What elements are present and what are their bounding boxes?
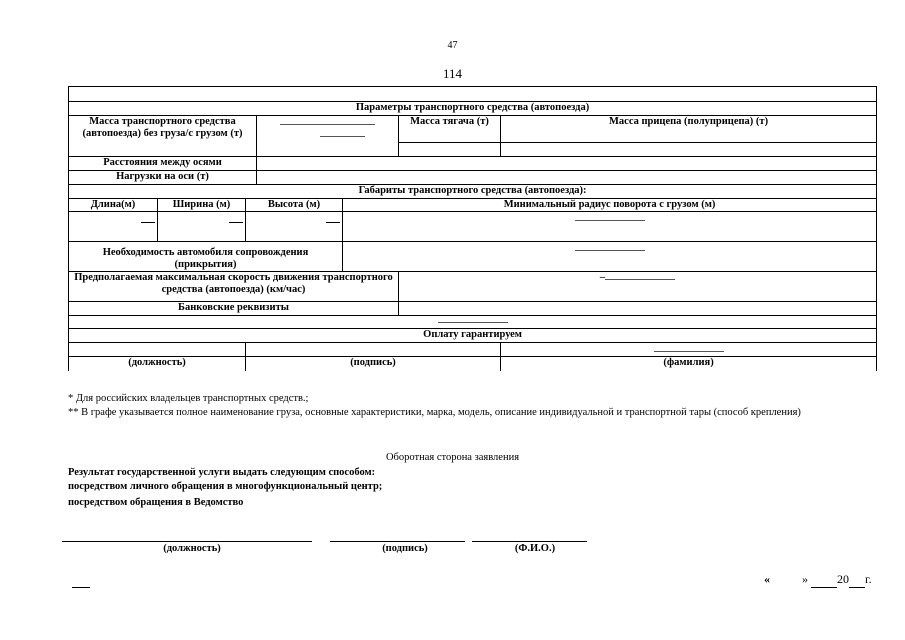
max-speed-dash: – — [599, 272, 606, 283]
axle-distance-label: Расстояния между осями — [69, 157, 257, 171]
signature-fio-label: (Ф.И.О.) — [514, 543, 556, 554]
axle-load-value[interactable] — [257, 171, 877, 185]
date-year-suffix: г. — [865, 572, 872, 586]
bank-label: Банковские реквизиты — [69, 302, 399, 316]
date-year-field[interactable] — [849, 572, 865, 588]
mass-cargo-label: Масса транспортного средства (автопоезда) без груза/с грузом (т) — [69, 116, 257, 157]
height-value[interactable] — [246, 212, 343, 242]
bank-value[interactable] — [399, 302, 877, 316]
escort-value[interactable] — [343, 242, 877, 272]
height-label: Высота (м) — [246, 199, 343, 212]
signature-position-label: (должность) — [163, 543, 221, 554]
vehicle-params-table — [68, 86, 877, 371]
result-line-2: посредством личного обращения в многофункциональный центр; — [68, 481, 383, 492]
turn-radius-value[interactable] — [343, 212, 877, 242]
guarantee-label: Оплату гарантируем — [69, 329, 877, 343]
date-year-prefix: 20 — [837, 572, 849, 586]
sign-signature-line[interactable] — [330, 540, 465, 542]
date-open-quote: « — [764, 572, 770, 586]
escort-label: Необходимость автомобиля сопровождения (прикрытия) — [69, 242, 343, 272]
guarantee-signature-value[interactable] — [246, 343, 501, 357]
axle-distance-value[interactable] — [257, 157, 877, 171]
signature-sign-label: (подпись) — [382, 543, 428, 554]
width-label: Ширина (м) — [158, 199, 246, 212]
position-signature-line[interactable] — [62, 540, 312, 542]
guarantee-surname-value[interactable] — [501, 343, 877, 357]
footnote-1: * Для российских владельцев транспортных средств.; — [68, 393, 309, 404]
guarantee-position-value[interactable] — [69, 343, 246, 357]
mass-trailer-label: Масса прицепа (полуприцепа) (т) — [501, 116, 877, 143]
mass-cargo-value[interactable] — [257, 116, 399, 157]
blank-row[interactable] — [69, 316, 877, 329]
reverse-title: Оборотная сторона заявления — [385, 452, 520, 463]
position-label: (должность) — [69, 357, 246, 371]
fio-signature-line[interactable] — [472, 540, 587, 542]
document-number: 114 — [442, 66, 463, 81]
date-month-field[interactable] — [811, 572, 837, 588]
date-block — [764, 572, 872, 588]
length-value[interactable] — [69, 212, 158, 242]
turn-radius-label: Минимальный радиус поворота с грузом (м) — [343, 199, 877, 212]
date-close-quote: » — [802, 572, 808, 586]
result-line-3: посредством обращения в Ведомство — [68, 497, 244, 508]
signature-label: (подпись) — [246, 357, 501, 371]
mass-trailer-value[interactable] — [501, 143, 877, 157]
page-number: 47 — [447, 40, 458, 51]
surname-label: (фамилия) — [501, 357, 877, 371]
width-value[interactable] — [158, 212, 246, 242]
mass-tractor-label: Масса тягача (т) — [399, 116, 501, 143]
seal-line — [72, 586, 90, 588]
dimensions-title: Габариты транспортного средства (автопоезда): — [69, 185, 877, 199]
footnote-2: ** В графе указывается полное наименование груза, основные характеристики, марка, модель, описание индивидуальной и транспортной тары (способ крепления) — [68, 407, 801, 418]
max-speed-label: Предполагаемая максимальная скорость движения транспортного средства (автопоезда) (км/час) — [69, 272, 399, 302]
length-label: Длина(м) — [69, 199, 158, 212]
mass-tractor-value[interactable] — [399, 143, 501, 157]
axle-load-label: Нагрузки на оси (т) — [69, 171, 257, 185]
params-title: Параметры транспортного средства (автопоезда) — [69, 102, 877, 116]
table-top-row — [69, 87, 877, 102]
max-speed-value[interactable] — [399, 272, 877, 302]
result-line-1: Результат государственной услуги выдать следующим способом: — [68, 467, 376, 478]
